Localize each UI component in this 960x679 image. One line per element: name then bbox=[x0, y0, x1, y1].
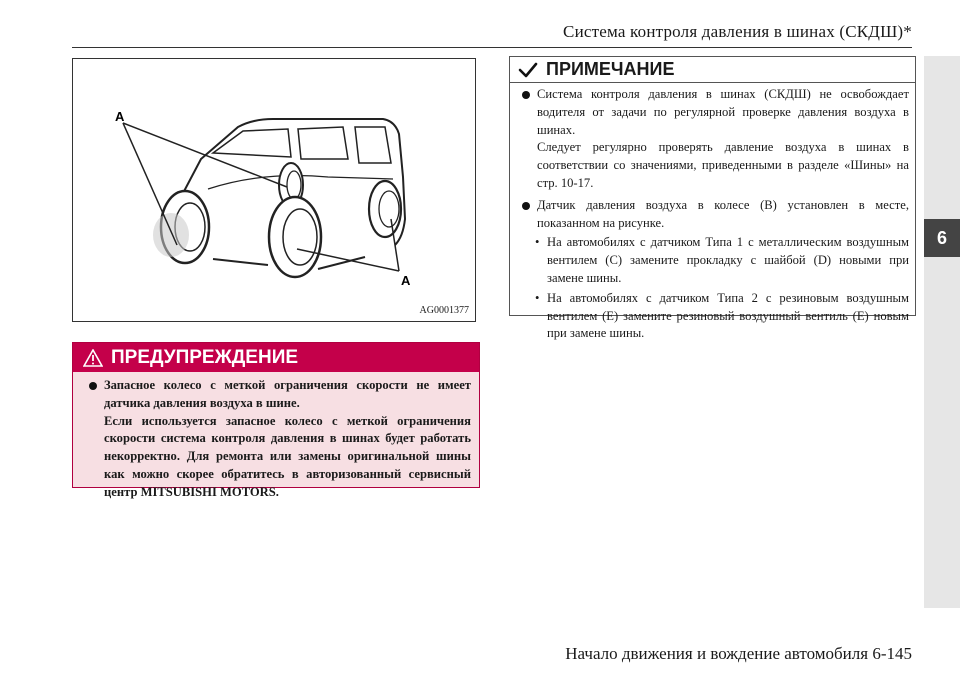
note-title: ПРИМЕЧАНИЕ bbox=[546, 59, 675, 79]
note-header bbox=[510, 57, 915, 83]
bullet-dot-icon bbox=[522, 202, 530, 210]
note-sub-text-2: На автомобилях с датчиком Типа 2 с резиновым воздушным вентилем (E) замените резиновый воздушный вентиль (E) новым при замене шины. bbox=[547, 290, 909, 341]
note-bullet-1 bbox=[522, 86, 909, 193]
figure-code: AG0001377 bbox=[419, 305, 469, 316]
note-box bbox=[509, 56, 916, 341]
warning-text-1: Запасное колесо с меткой ограничения скорости не имеет датчика давления воздуха в шине. bbox=[104, 378, 471, 410]
vehicle-tire-figure bbox=[72, 58, 476, 322]
callout-a-top: A bbox=[115, 109, 125, 124]
note-sub-item-1 bbox=[535, 234, 909, 287]
sub-bullet-icon: • bbox=[535, 235, 540, 250]
vehicle-illustration bbox=[73, 59, 477, 323]
warning-header bbox=[73, 343, 479, 372]
warning-triangle-icon bbox=[83, 349, 103, 367]
note-bullet-2 bbox=[522, 197, 909, 233]
note-sub-item-2 bbox=[535, 290, 909, 343]
note-text-1: Система контроля давления в шинах (СКДШ) не освобождает водителя от задачи по регулярной проверке давления воздуха в шинах. bbox=[537, 87, 909, 137]
note-text-3: Датчик давления воздуха в колесе (B) установлен в месте, показанном на рисунке. bbox=[537, 197, 909, 230]
header-divider bbox=[72, 47, 912, 48]
sub-bullet-icon: • bbox=[535, 290, 540, 305]
warning-title: ПРЕДУПРЕЖДЕНИЕ bbox=[111, 347, 299, 368]
page-footer: Начало движения и вождение автомобиля 6-145 bbox=[565, 644, 912, 663]
warning-bullet bbox=[89, 377, 471, 502]
bullet-dot-icon bbox=[89, 382, 97, 390]
note-check-icon bbox=[518, 61, 538, 79]
warning-text-2: Если используется запасное колесо с меткой ограничения скорости система контроля давления в шинах будет работать некорректно. Для ремонта или замены оригинальной шины как можно скорее обратитесь в авторизованный сервисный центр MITSUBISHI MOTORS. bbox=[104, 413, 471, 499]
warning-box bbox=[72, 342, 480, 499]
bullet-dot-icon bbox=[522, 91, 530, 99]
chapter-side-tab bbox=[924, 56, 960, 608]
callout-a-bottom: A bbox=[401, 273, 411, 288]
note-sub-text-1: На автомобилях с датчиком Типа 1 с металлическим воздушным вентилем (C) замените прокладку с шайбой (D) новыми при замене шины. bbox=[547, 235, 909, 285]
chapter-number: 6 bbox=[924, 219, 960, 257]
page-header-title: Система контроля давления в шинах (СКДШ)* bbox=[563, 22, 912, 41]
note-text-2: Следует регулярно проверять давление воздуха в шинах в соответствии со значениями, приведенными в разделе «Шины» на стр. 10-17. bbox=[537, 140, 909, 190]
